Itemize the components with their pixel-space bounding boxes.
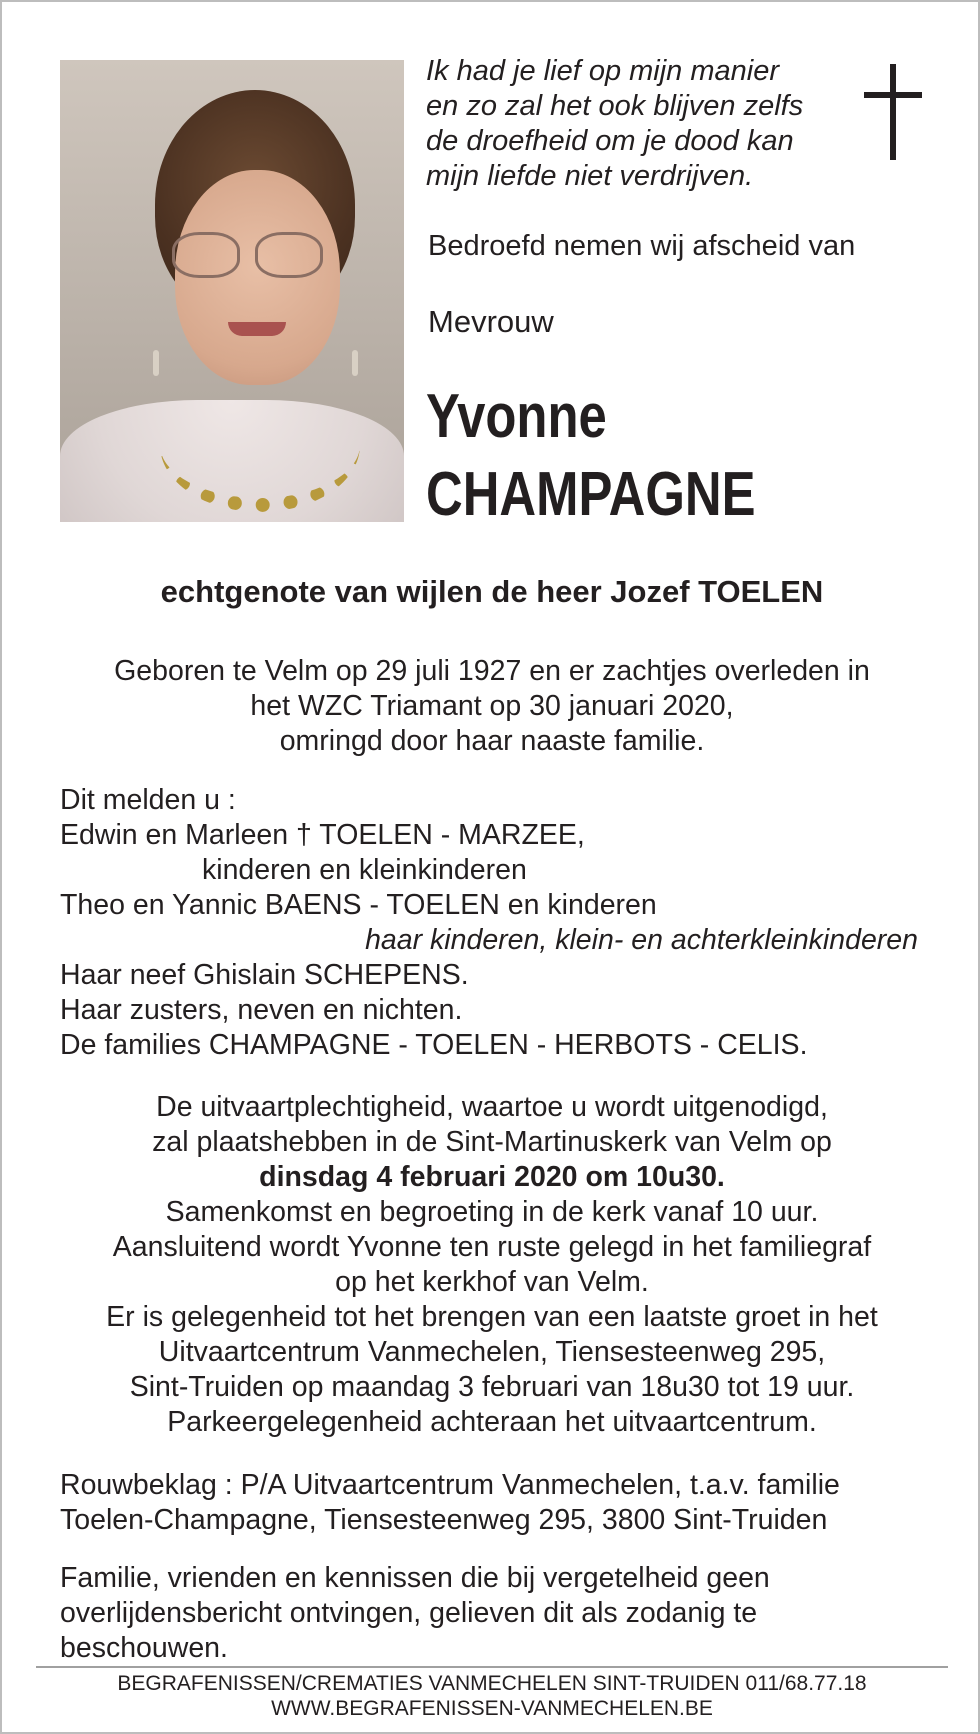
birth-death-block <box>32 654 952 759</box>
condolences-line: Rouwbeklag : P/A Uitvaartcentrum Vanmechelen, t.a.v. familie <box>60 1469 840 1501</box>
photo-necklace <box>160 378 360 512</box>
family-line: Edwin en Marleen † TOELEN - MARZEE, <box>60 819 585 851</box>
family-heading: Dit melden u : <box>60 784 236 816</box>
memorial-verse: Ik had je lief op mijn manier en zo zal het ook blijven zelfs de droefheid om je dood kan mijn liefde niet verdrijven. <box>426 55 804 192</box>
funeral-line: Samenkomst en begroeting in de kerk vanaf 10 uur. <box>165 1196 819 1228</box>
family-line: Haar neef Ghislain SCHEPENS. <box>60 959 469 991</box>
funeral-line: zal plaatshebben in de Sint-Martinuskerk van Velm op <box>152 1126 832 1158</box>
footer <box>2 1671 980 1721</box>
first-name: Yvonne <box>426 382 607 451</box>
photo-glasses-right <box>255 232 323 278</box>
birth-line-1: Geboren te Velm op 29 juli 1927 en er zachtjes overleden in <box>114 655 870 687</box>
notice-line: beschouwen. <box>60 1632 228 1664</box>
condolences-line: Toelen-Champagne, Tiensesteenweg 295, 3800 Sint-Truiden <box>60 1504 828 1536</box>
birth-line-2: het WZC Triamant op 30 januari 2020, <box>250 690 734 722</box>
honorific: Mevrouw <box>428 304 554 339</box>
portrait-photo <box>60 60 404 522</box>
family-line: haar kinderen, klein- en achterkleinkinderen <box>365 924 918 956</box>
funeral-line: Er is gelegenheid tot het brengen van een laatste groet in het <box>106 1301 878 1333</box>
funeral-line: op het kerkhof van Velm. <box>335 1266 649 1298</box>
family-line: Theo en Yannic BAENS - TOELEN en kinderen <box>60 889 657 921</box>
condolences-block <box>60 1468 960 1538</box>
photo-earring-left <box>153 350 159 376</box>
funeral-date: dinsdag 4 februari 2020 om 10u30. <box>259 1161 725 1193</box>
funeral-line: Uitvaartcentrum Vanmechelen, Tiensesteenweg 295, <box>158 1336 826 1368</box>
footer-website: WWW.BEGRAFENISSEN-VANMECHELEN.BE <box>271 1697 713 1720</box>
footer-divider <box>36 1666 948 1668</box>
photo-earring-right <box>352 350 358 376</box>
deceased-name <box>426 378 756 534</box>
funeral-line: De uitvaartplechtigheid, waartoe u wordt uitgenodigd, <box>156 1091 828 1123</box>
spouse-line: echtgenote van wijlen de heer Jozef TOELEN <box>160 574 824 609</box>
family-line: De families CHAMPAGNE - TOELEN - HERBOTS - CELIS. <box>60 1029 808 1061</box>
intro-text: Bedroefd nemen wij afscheid van <box>428 230 856 262</box>
photo-glasses-left <box>172 232 240 278</box>
funeral-line: Parkeergelegenheid achteraan het uitvaartcentrum. <box>167 1406 817 1438</box>
cross-icon <box>864 64 924 160</box>
footer-company: BEGRAFENISSEN/CREMATIES VANMECHELEN SINT-TRUIDEN 011/68.77.18 <box>117 1672 867 1695</box>
family-block <box>60 783 960 1063</box>
funeral-block <box>32 1090 952 1440</box>
notice-block <box>60 1561 960 1666</box>
last-name: CHAMPAGNE <box>426 460 756 529</box>
notice-line: overlijdensbericht ontvingen, gelieven dit als zodanig te <box>60 1597 758 1629</box>
funeral-line: Aansluitend wordt Yvonne ten ruste gelegd in het familiegraf <box>112 1231 872 1263</box>
photo-mouth <box>228 322 286 336</box>
birth-line-3: omringd door haar naaste familie. <box>279 725 705 757</box>
family-line: kinderen en kleinkinderen <box>202 854 527 886</box>
notice-line: Familie, vrienden en kennissen die bij vergetelheid geen <box>60 1562 770 1594</box>
family-line: Haar zusters, neven en nichten. <box>60 994 463 1026</box>
funeral-line: Sint-Truiden op maandag 3 februari van 18u30 tot 19 uur. <box>129 1371 855 1403</box>
